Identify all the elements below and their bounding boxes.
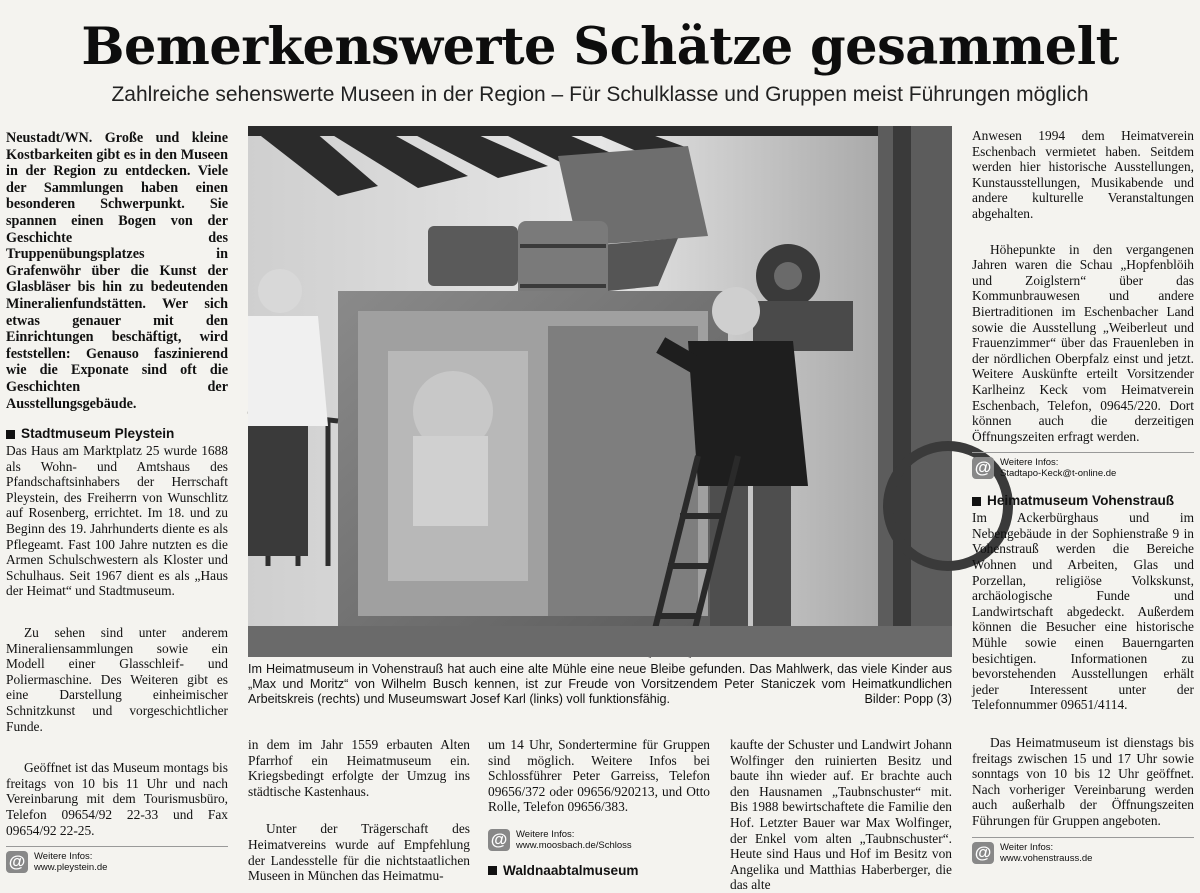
column-2 — [248, 737, 470, 884]
at-sign-icon: @ — [972, 842, 994, 864]
column-1 — [6, 130, 228, 877]
at-sign-icon: @ — [972, 457, 994, 479]
headline: Bemerkenswerte Schätze gesammelt — [81, 17, 1119, 77]
section-heading — [6, 426, 228, 442]
info-text — [34, 851, 107, 873]
info-text — [516, 829, 632, 851]
paragraph: um 14 Uhr, Sondertermine für Gruppen sind möglich. Weitere Infos bei Schlossführer Peter Garreiss, Telefon 09656/372 oder 09656/920213, und Otto Rolle, Telefon 09656/383. — [488, 737, 710, 815]
caption-text: Im Heimatmuseum in Vohenstrauß hat auch eine alte Mühle eine neue Bleibe gefunden. Das Mahlwerk, das viele Kinder aus „Max und Moritz“ von Wilhelm Busch kennen, ist zur Freude von Vorsitzendem Peter Staniczek vom Heimatkundlichen Arbeitskreis (rechts) und Museumswart Josef Karl (links) voll funktionsfähig. — [248, 662, 952, 707]
paragraph: Geöffnet ist das Museum montags bis freitags von 10 bis 11 Uhr und nach Vereinbarung mit dem Tourismusbüro, Telefon 09654/92 22-33 und Fax 09654/92 22-25. — [6, 760, 228, 838]
paragraph: Im Ackerbürghaus und im Nebengebäude in der Sophienstraße 9 in Vohenstrauß werden die Bereiche Wohnen und Arbeiten, Glas und Porzellan, religiöse Volkskunst, archäologische Funde und Landwirtschaft abgedeckt. Außerdem können die Besucher eine historische Mühle sowie einen Bauerngarten besichtigen. Informationen zu bevorstehenden Ausstellungen erhält jeder Interessent unter der Telefonnummer 09651/4114. — [972, 510, 1194, 713]
column-3 — [488, 737, 710, 877]
info-label: Weitere Infos: — [516, 828, 575, 840]
section-heading-text: Heimatmuseum Vohenstrauß — [987, 493, 1175, 509]
museum-photo — [248, 126, 952, 657]
subheadline: Zahlreiche sehenswerte Museen in der Region – Für Schulklasse und Gruppen meist Führungen möglich — [111, 83, 1089, 106]
paragraph: Das Heimatmuseum ist dienstags bis freitags zwischen 15 und 17 Uhr sowie sonntags von 10 bis 12 Uhr geöffnet. Nach vorheriger Vereinbarung werden auch außerhalb der Öffnungszeiten Führungen für Gruppen angeboten. — [972, 735, 1194, 828]
paragraph: kaufte der Schuster und Landwirt Johann Wolfinger den ruinierten Besitz und baute ihn wieder auf. Er brachte auch den Hausnamen „Taubnschuster“ mit. Bis 1988 bewirtschaftete die Familie den Hof. Letzter Bauer war Max Wolfinger, der Enkel vom alten „Taubnschuster“. Heute sind Haus und Hof im Besitz von Angelika und Matthias Haberberger, die das alte — [730, 737, 952, 893]
photo-caption — [248, 662, 952, 708]
lead-paragraph: Neustadt/WN. Große und kleine Kostbarkeiten gibt es in den Museen in der Region zu entdecken. Viele der Sammlungen haben einen besonderen Schwerpunkt. Sie spannen einen Bogen von der Geschichte des Truppenübungsplatzes in Grafenwöhr über die Kunst der Glasbläser bis hin zu bedeutenden Mineralienfundstätten. Wer sich etwas genauer mit den Einrichtungen beschäftigt, wird feststellen: Genauso faszinierend wie die Exponate sind oft die Geschichten der Ausstellungsgebäude. — [6, 130, 228, 412]
section-heading — [488, 863, 710, 879]
info-label: Weitere Infos: — [1000, 457, 1059, 469]
info-link[interactable]: www.moosbach.de/Schloss — [516, 839, 632, 851]
info-label: Weitere Infos: — [34, 851, 93, 863]
column-4 — [730, 737, 952, 893]
photo-credit: Bilder: Popp (3) — [864, 692, 952, 707]
section-heading — [972, 493, 1194, 509]
square-bullet-icon — [972, 497, 981, 506]
info-box — [972, 837, 1194, 864]
at-sign-icon: @ — [6, 851, 28, 873]
section-heading-text: Stadtmuseum Pleystein — [21, 426, 175, 442]
info-text — [1000, 842, 1092, 864]
column-5 — [972, 128, 1194, 877]
paragraph: Anwesen 1994 dem Heimatverein Eschenbach vermietet haben. Seitdem werden hier historische Ausstellungen, Kunstausstellungen, Musikabende und andere kulturelle Veranstaltungen abgehalten. — [972, 128, 1194, 221]
section-heading-text: Waldnaabtalmuseum — [503, 862, 639, 878]
info-box — [972, 452, 1194, 479]
info-box — [488, 825, 710, 851]
at-sign-icon: @ — [488, 829, 510, 851]
info-link[interactable]: www.pleystein.de — [34, 862, 108, 874]
square-bullet-icon — [6, 430, 15, 439]
info-text — [1000, 457, 1116, 479]
paragraph: Unter der Trägerschaft des Heimatvereins wurde auf Empfehlung der Landesstelle für die nichtstaatlichen Museen in München das Heimatmu- — [248, 821, 470, 884]
info-link[interactable]: www.vohenstrauss.de — [1000, 852, 1093, 864]
info-link[interactable]: Stadtapo-Keck@t-online.de — [1000, 468, 1117, 480]
paragraph: Das Haus am Marktplatz 25 wurde 1688 als Wohn- und Amtshaus des Pfandschaftsinhabers der Herrschaft Pleystein, des Freiherrn von Wunschlitz auf Rosenberg, errichtet. Im 18. und zu Beginn des 19. Jahrhunderts diente es als Pflegeamt. Fast 100 Jahre nutzten es die Armen Schulschwestern als Kloster und Schulhaus. Seit 1967 dient es als „Haus der Heimat“ und Stadtmuseum. — [6, 443, 228, 599]
info-box — [6, 846, 228, 873]
square-bullet-icon — [488, 866, 497, 875]
info-label: Weiter Infos: — [1000, 841, 1054, 853]
paragraph: Höhepunkte in den vergangenen Jahren waren die Schau „Hopfenblöih und Zoiglstern“ über das Kommunbrauwesen und andere Biertraditionen im Eschenbacher Land sowie die Ausstellung „Weiberleut und Frauenzimmer“ über das Frauenleben in der nördlichen Oberpfalz einst und jetzt. Weitere Auskünfte erteilt Vorsitzender Karlheinz Keck vom Heimatverein Eschenbach, Telefon, 09645/220. Dort können auch die derzeitigen Öffnungszeiten erfragt werden. — [972, 241, 1194, 444]
paragraph: in dem im Jahr 1559 erbauten Alten Pfarrhof ein Heimatmuseum ein. Kriegsbedingt erfolgte der Umzug ins städtische Kastenhaus. — [248, 737, 470, 799]
paragraph: Zu sehen sind unter anderem Mineraliensammlungen sowie ein Modell einer Glasschleif- und Poliermaschine. Des Weiteren gibt es eine Darstellung einheimischer Schnitzkunst und vorgeschichtlicher Funde. — [6, 625, 228, 734]
